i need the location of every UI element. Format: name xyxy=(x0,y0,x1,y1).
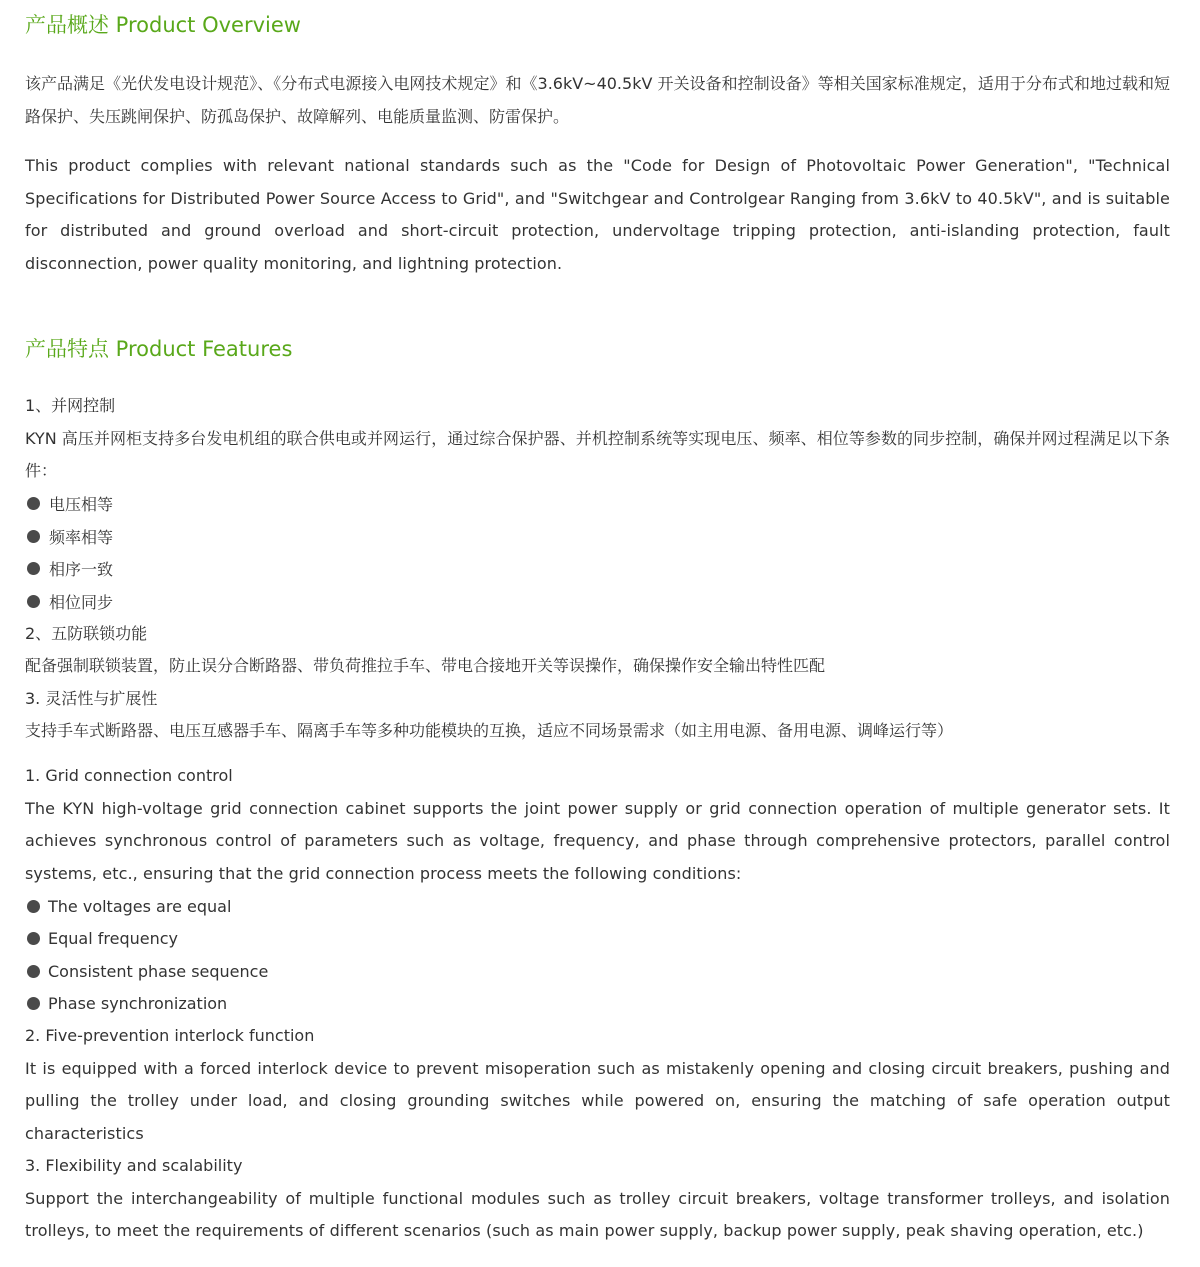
bullet-text: Equal frequency xyxy=(48,929,178,949)
bullet-dot-icon xyxy=(27,997,40,1010)
overview-text-en: This product complies with relevant national standards such as the "Code for Design of Photovoltaic Power Generation", "Technical Specifications for Distributed Power Source Access to Grid", and "Switchgear and Controlgear Ranging from 3.6kV to 40.5kV", and is suitable for distributed and ground overload and short-circuit protection, undervoltage tripping protection, anti-islanding protection, fault disconnection, power quality monitoring, and lightning protection. xyxy=(25,156,1170,273)
feature-zh-item1-title: 1、并网控制 xyxy=(25,396,116,415)
bullet-text: Phase synchronization xyxy=(48,994,228,1014)
bullet-text: 电压相等 xyxy=(49,495,114,515)
bullet-text: The voltages are equal xyxy=(48,896,232,916)
features-zh-section xyxy=(25,390,1170,748)
feature-en-item2-title: 2. Five-prevention interlock function xyxy=(25,1026,315,1045)
feature-zh-bullet xyxy=(25,585,1170,618)
features-heading: 产品特点 Product Features xyxy=(25,337,293,361)
feature-en-item2-text: It is equipped with a forced interlock device to prevent misoperation such as mistakenly opening and closing circuit breakers, pushing and pulling the trolley under load, and closing grounding switches while powered on, ensuring the matching of safe operation output characteristics xyxy=(25,1058,1170,1143)
bullet-text: 相位同步 xyxy=(49,592,114,612)
bullet-text: 频率相等 xyxy=(49,527,114,547)
bullet-dot-icon xyxy=(27,562,40,575)
bullet-dot-icon xyxy=(27,965,40,978)
bullet-dot-icon xyxy=(27,530,40,543)
feature-zh-bullet xyxy=(25,488,1170,521)
feature-zh-bullet xyxy=(25,520,1170,553)
feature-en-bullet xyxy=(25,923,1170,956)
bullet-dot-icon xyxy=(27,497,40,510)
bullet-dot-icon xyxy=(27,932,40,945)
bullet-dot-icon xyxy=(27,595,40,608)
overview-heading: 产品概述 Product Overview xyxy=(25,13,301,37)
feature-en-bullet xyxy=(25,988,1170,1021)
feature-zh-item3-title: 3. 灵活性与扩展性 xyxy=(25,688,158,708)
feature-en-bullet xyxy=(25,955,1170,988)
feature-zh-item2-text: 配备强制联锁装置，防止误分合断路器、带负荷推拉手车、带电合接地开关等误操作，确保操作安全输出特性匹配 xyxy=(25,656,826,675)
feature-zh-item1-text: KYN 高压并网柜支持多台发电机组的联合供电或并网运行，通过综合保护器、并机控制系统等实现电压、频率、相位等参数的同步控制，确保并网过程满足以下条件： xyxy=(25,428,1170,480)
overview-text-zh: 该产品满足《光伏发电设计规范》、《分布式电源接入电网技术规定》和《3.6kV~40.5kV 开关设备和控制设备》等相关国家标准规定，适用于分布式和地过载和短路保护、失压跳闸保护、防孤岛保护、故障解列、电能质量监测、防雷保护。 xyxy=(25,74,1170,126)
feature-en-item3-title: 3. Flexibility and scalability xyxy=(25,1156,243,1175)
bullet-dot-icon xyxy=(27,900,40,913)
feature-zh-item3-text: 支持手车式断路器、电压互感器手车、隔离手车等多种功能模块的互换，适应不同场景需求（如主用电源、备用电源、调峰运行等） xyxy=(25,721,954,740)
feature-en-item1-title: 1. Grid connection control xyxy=(25,766,233,785)
feature-en-item3-text: Support the interchangeability of multiple functional modules such as trolley circuit breakers, voltage transformer trolleys, and isolation trolleys, to meet the requirements of different scenarios (such as main power supply, backup power supply, peak shaving operation, etc.) xyxy=(25,1188,1170,1240)
feature-zh-item2-title: 2、五防联锁功能 xyxy=(25,623,148,643)
feature-en-item1-text: The KYN high-voltage grid connection cabinet supports the joint power supply or grid connection operation of multiple generator sets. It achieves synchronous control of parameters such as voltage, frequency, and phase through comprehensive protectors, parallel control systems, etc., ensuring that the grid connection process meets the following conditions: xyxy=(25,798,1170,883)
bullet-text: 相序一致 xyxy=(49,560,114,580)
features-en-section xyxy=(25,760,1170,1248)
bullet-text: Consistent phase sequence xyxy=(48,961,269,981)
feature-zh-bullet xyxy=(25,553,1170,586)
feature-en-bullet xyxy=(25,890,1170,923)
